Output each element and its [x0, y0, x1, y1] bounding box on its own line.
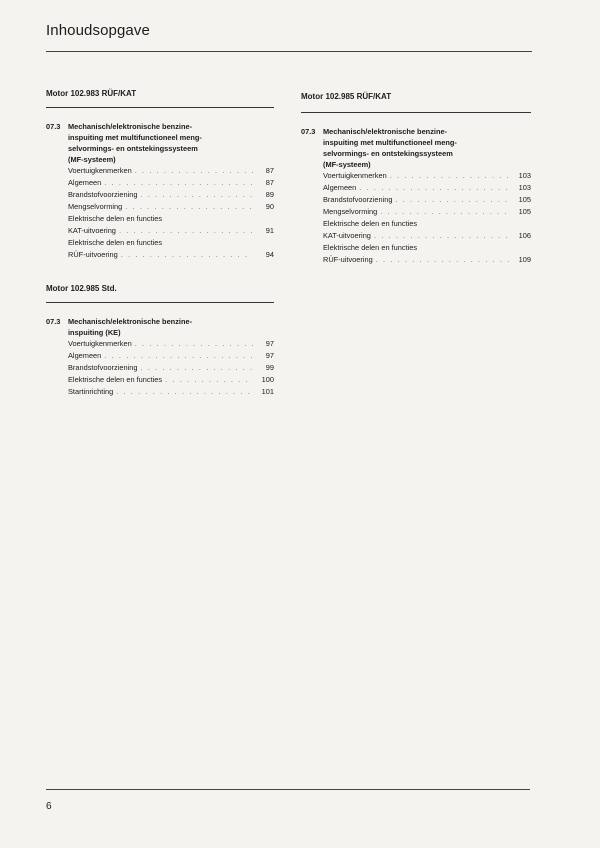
toc-entry-label: RÜF-uitvoering	[323, 255, 373, 264]
motor-divider	[301, 112, 531, 113]
toc-entry-label: Voertuigkenmerken	[68, 166, 132, 175]
toc-entry	[68, 350, 274, 362]
toc-entry	[68, 165, 274, 177]
section-title-line: (MF-systeem)	[68, 155, 116, 164]
motor-heading: Motor 102.985 Std.	[46, 284, 117, 293]
dot-leader	[104, 177, 253, 189]
toc-entry-label: KAT-uitvoering	[68, 226, 116, 235]
title-divider	[46, 51, 532, 52]
section-number: 07.3	[46, 317, 61, 326]
dot-leader	[119, 225, 253, 237]
toc-section	[301, 126, 531, 266]
toc-entry	[68, 225, 274, 237]
footer-divider	[46, 789, 530, 790]
toc-entries	[68, 165, 274, 261]
toc-entry-label: Startinrichting	[68, 387, 114, 396]
toc-entry	[68, 362, 274, 374]
toc-entry-label: Brandstofvoorziening	[68, 363, 138, 372]
section-title-line: selvormings- en ontstekingssysteem	[68, 144, 198, 153]
toc-entry-page: 105	[518, 195, 531, 204]
toc-entry	[323, 242, 531, 254]
motor-heading: Motor 102.985 RÜF/KAT	[301, 92, 392, 101]
section-title-line: (MF-systeem)	[323, 160, 371, 169]
section-title-line: selvormings- en ontstekingssysteem	[323, 149, 453, 158]
toc-entry-label: Algemeen	[68, 351, 102, 360]
motor-divider	[46, 107, 274, 108]
toc-entry-label: Brandstofvoorziening	[323, 195, 393, 204]
dot-leader	[135, 165, 253, 177]
toc-entry-page: 94	[265, 250, 274, 259]
toc-entry	[68, 189, 274, 201]
toc-section	[46, 316, 274, 398]
page-title: Inhoudsopgave	[46, 22, 150, 39]
toc-entry	[68, 177, 274, 189]
section-title-line: inspuiting met multifunctioneel meng-	[68, 133, 202, 142]
section-number: 07.3	[301, 127, 316, 136]
dot-leader	[359, 182, 510, 194]
toc-entry-label: Voertuigkenmerken	[68, 339, 132, 348]
toc-entry-label: Mengselvorming	[68, 202, 123, 211]
toc-block	[46, 283, 274, 398]
toc-entry-page: 90	[265, 202, 274, 211]
toc-entries	[323, 170, 531, 266]
toc-entry-label: Elektrische delen en functies	[68, 375, 163, 384]
section-title-line: Mechanisch/elektronische benzine-	[68, 122, 193, 131]
toc-column-right	[301, 91, 531, 266]
toc-entry-label: Elektrische delen en functies	[68, 238, 163, 247]
toc-entry-label: Elektrische delen en functies	[323, 243, 418, 252]
toc-entry-page: 97	[265, 351, 274, 360]
page-number: 6	[46, 801, 52, 812]
toc-entry	[323, 218, 531, 230]
toc-entry-page: 87	[265, 166, 274, 175]
toc-entry	[68, 338, 274, 350]
toc-entry-label: Brandstofvoorziening	[68, 190, 138, 199]
toc-entry-page: 103	[518, 171, 531, 180]
dot-leader	[376, 254, 510, 266]
dot-leader	[374, 230, 510, 242]
toc-block	[46, 88, 274, 261]
dot-leader	[135, 338, 253, 350]
dot-leader	[121, 249, 253, 261]
toc-column-left	[46, 88, 274, 398]
toc-entry-label: Algemeen	[323, 183, 357, 192]
toc-entries	[68, 338, 274, 398]
toc-entry-page: 97	[265, 339, 274, 348]
toc-entry-page: 101	[261, 387, 274, 396]
dot-leader	[116, 386, 253, 398]
toc-entry-label: Elektrische delen en functies	[68, 214, 163, 223]
toc-entry-page: 103	[518, 183, 531, 192]
toc-entry	[68, 213, 274, 225]
toc-entry-page: 105	[518, 207, 531, 216]
toc-entry-page: 100	[261, 375, 274, 384]
toc-entry-label: Voertuigkenmerken	[323, 171, 387, 180]
dot-leader	[140, 362, 253, 374]
motor-divider	[46, 302, 274, 303]
toc-entry	[323, 194, 531, 206]
section-title	[323, 126, 531, 170]
dot-leader	[380, 206, 510, 218]
toc-entry	[68, 201, 274, 213]
toc-entry-page: 106	[518, 231, 531, 240]
toc-entry	[68, 237, 274, 249]
dot-leader	[104, 350, 253, 362]
toc-block	[301, 91, 531, 266]
section-number: 07.3	[46, 122, 61, 131]
toc-entry-page: 91	[265, 226, 274, 235]
toc-entry-label: RÜF-uitvoering	[68, 250, 118, 259]
toc-entry-label: Algemeen	[68, 178, 102, 187]
toc-entry	[323, 230, 531, 242]
toc-entry	[323, 206, 531, 218]
toc-section	[46, 121, 274, 261]
dot-leader	[140, 189, 253, 201]
toc-entry-label: Elektrische delen en functies	[323, 219, 418, 228]
toc-entry	[323, 170, 531, 182]
dot-leader	[165, 374, 253, 386]
toc-entry-label: Mengselvorming	[323, 207, 378, 216]
toc-entry-page: 99	[265, 363, 274, 372]
section-title-line: Mechanisch/elektronische benzine-	[68, 317, 193, 326]
dot-leader	[390, 170, 510, 182]
toc-entry-page: 89	[265, 190, 274, 199]
toc-entry	[68, 249, 274, 261]
section-title-line: inspuiting (KE)	[68, 328, 121, 337]
dot-leader	[125, 201, 253, 213]
toc-entry	[323, 254, 531, 266]
toc-entry-page: 109	[518, 255, 531, 264]
toc-entry	[323, 182, 531, 194]
toc-entry	[68, 386, 274, 398]
section-title	[68, 316, 274, 338]
toc-entry-page: 87	[265, 178, 274, 187]
motor-heading: Motor 102.983 RÜF/KAT	[46, 89, 137, 98]
toc-entry-label: KAT-uitvoering	[323, 231, 371, 240]
dot-leader	[395, 194, 510, 206]
section-title	[68, 121, 274, 165]
section-title-line: inspuiting met multifunctioneel meng-	[323, 138, 457, 147]
toc-entry	[68, 374, 274, 386]
section-title-line: Mechanisch/elektronische benzine-	[323, 127, 448, 136]
